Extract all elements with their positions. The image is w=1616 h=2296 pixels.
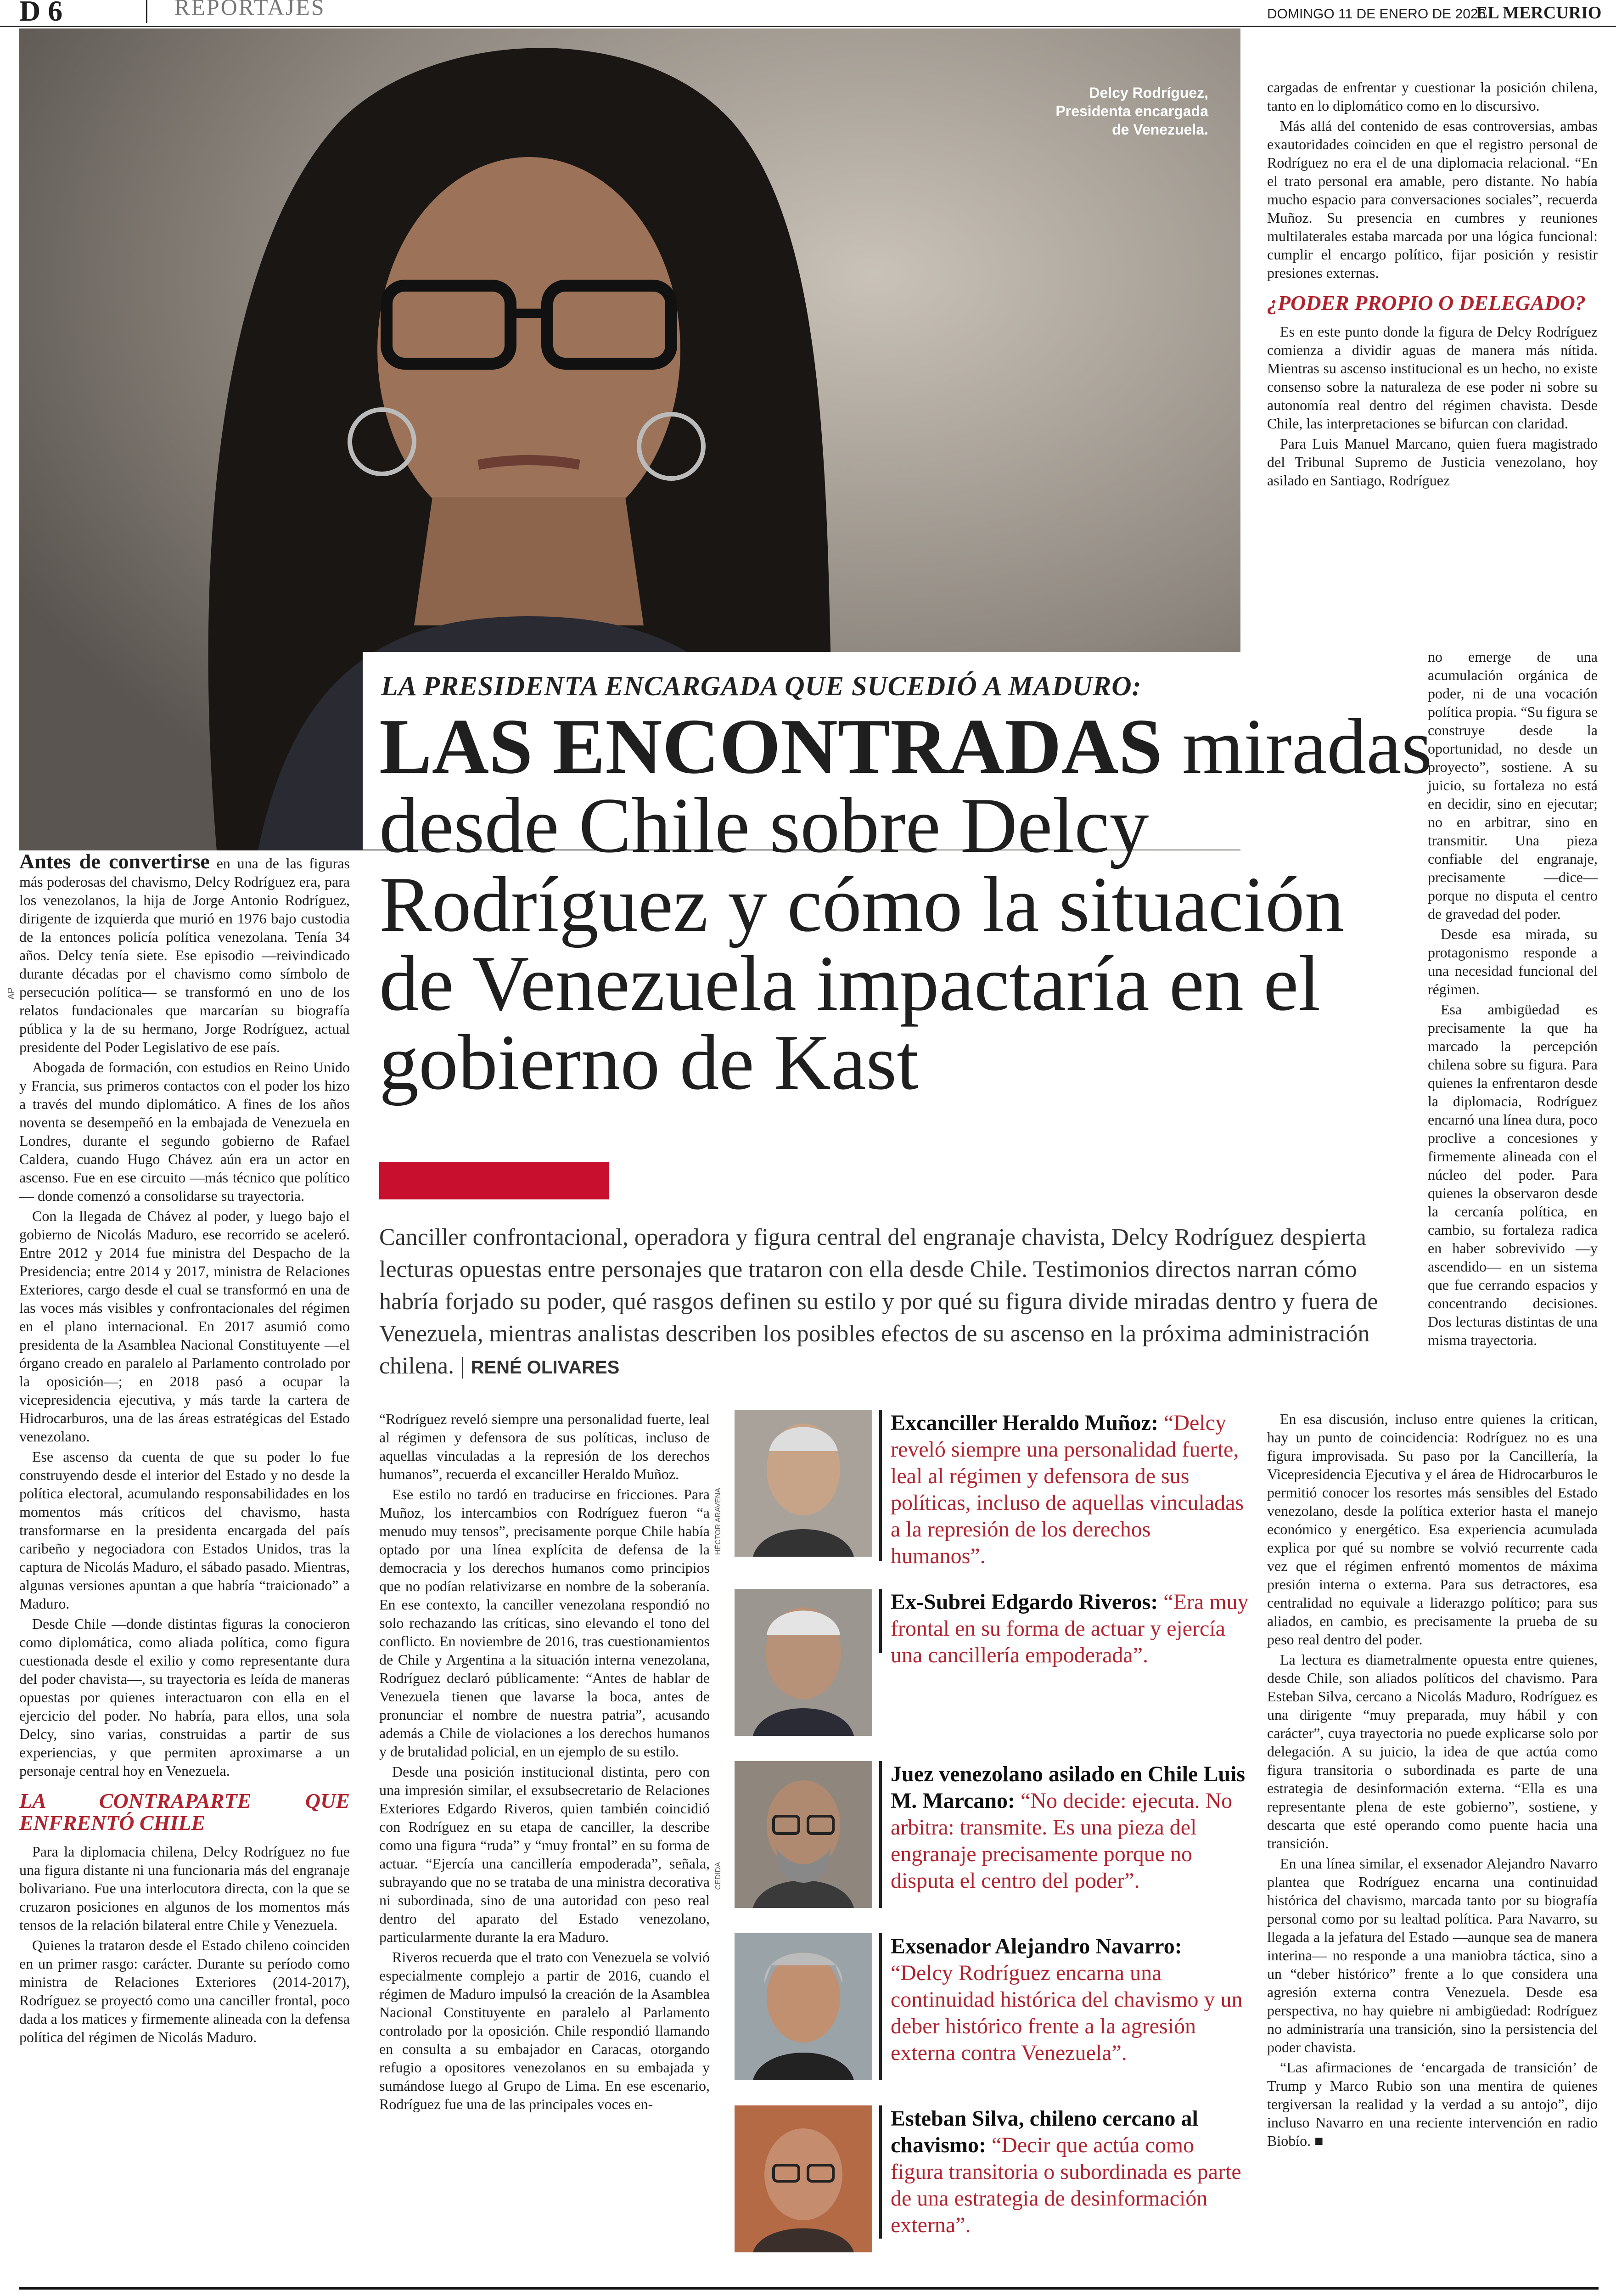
right-paragraph: La lectura es diametralmente opuesta entre quienes, desde Chile, son aliados políticos del chavismo. Para Esteban Silva, cercano a Nicolás Maduro, Rodríguez es una dirigente “muy preparada, muy hábil y con carácter”, cuya trayectoria no puede explicarse solo por delegación. A su juicio, la idea de que actúa como figura transitoria o subordinada es parte de una estrategia de desinformación externa. “Ella es una representante plena de este gobierno”, sostiene, y descarta que esté operando como puente hacia una transición. bbox=[1267, 1651, 1598, 1851]
middle-paragraph: Ese estilo no tardó en traducirse en fricciones. Para Muñoz, los intercambios con Rodríguez fueron “a menudo muy tensos”, precisamente porque Chile había optado por una línea explícita de defensa de la democracia y los derechos humanos como principios que no podían relativizarse en nombre de la soberanía. En ese contexto, la canciller venezolana respondió no solo rechazando las críticas, sino elevando el tono del conflicto. En noviembre de 2016, tras cuestionamientos de Chile y Argentina a la situación interna venezolana, Rodríguez declaró públicamente: “Antes de hablar de Venezuela tienen que lavarse la boca, antes de pronunciar el nombre de nuestra patria”, acusando además a Chile de violaciones a los derechos humanos y de brutalidad policial, en un ejemplo de su estilo. bbox=[379, 1486, 710, 1760]
right-column-top bbox=[1267, 78, 1598, 491]
left-paragraph: Con la llegada de Chávez al poder, y luego bajo el gobierno de Nicolás Maduro, ese recorrido se aceleró. Entre 2012 y 2014 fue ministra del Despacho de la Presidencia; entre 2014 y 2017, ministra de Relaciones Exteriores, cargo desde el cual se transformó en una de las voces más visibles y confrontacionales del régimen en el plano internacional. En 2017 asumió como presidenta de la Asamblea Nacional Constituyente —el órgano creado en paralelo al Parlamento controlado por la oposición—; en 2018 pasó a ocupar la vicepresidencia ejecutiva, y más tarde la cartera de Hidrocarburos, una de las áreas estratégicas del Estado venezolano. bbox=[19, 1208, 350, 1445]
quote-speaker: Excanciller Heraldo Muñoz: bbox=[891, 1411, 1159, 1435]
quote-text bbox=[891, 1761, 1249, 1894]
masthead: EL MERCURIO bbox=[1476, 3, 1602, 23]
quote-body: “Delcy reveló siempre una personalidad fuerte, leal al régimen y defensora de sus políticas, incluso de aquellas vinculadas a la represión de los derechos humanos”. bbox=[891, 1411, 1244, 1568]
left-paragraph: Abogada de formación, con estudios en Reino Unido y Francia, sus primeros contactos con el poder los hizo a través del mundo diplomático. A fines de los años noventa se desempeñó en la embajada de Venezuela en Londres, durante el segundo gobierno de Rafael Caldera, cuando Hugo Chávez aún era un actor en ascenso. Fue en ese circuito —más técnico que político— donde comenzó a consolidarse su trayectoria. bbox=[19, 1059, 350, 1204]
quote-box bbox=[735, 2105, 1253, 2262]
right-paragraph: cargadas de enfrentar y cuestionar la posición chilena, tanto en lo diplomático como en lo discursivo. bbox=[1267, 79, 1598, 114]
deck-text: Canciller confrontacional, operadora y figura central del engranaje chavista, Delcy Rodríguez despierta lecturas opuestas entre personajes que trataron con ella desde Chile. Testimonios directos narran cómo habría forjado su poder, qué rasgos definen su estilo y por qué su figura divide miradas dentro y fuera de Venezuela, mientras analistas describen los posibles efectos de su ascenso en la próxima administración chilena. bbox=[379, 1224, 1378, 1379]
left-paragraph: Quienes la trataron desde el Estado chileno coinciden en un primer rasgo: carácter. Durante su período como ministra de Relaciones Exteriores (2014-2017), Rodríguez se proyectó como una canciller frontal, poco dada a los matices y firmemente alineada con la defensa política del régimen de Nicolás Maduro. bbox=[19, 1937, 350, 2045]
photo-caption: Delcy Rodríguez, Presidenta encargada de Venezuela. bbox=[1055, 84, 1208, 138]
quote-box bbox=[714, 1761, 1253, 1917]
right-column-bottom bbox=[1267, 1410, 1598, 2152]
quote-body: “Delcy Rodríguez encarna una continuidad histórica del chavismo y un deber histórico frente a la agresión externa contra Venezuela”. bbox=[891, 1961, 1243, 2065]
quote-speaker: Esteban Silva, chileno cercano al chavismo: bbox=[891, 2106, 1198, 2157]
headline bbox=[379, 703, 1435, 1106]
quote-rule bbox=[879, 1410, 882, 1561]
right-paragraph: Más allá del contenido de esas controversias, ambas exautoridades coinciden en que el registro personal de Rodríguez no era el de una diplomacia relacional. “En el trato personal era amable, pero distante. No había mucho espacio para conversaciones sociales”, recuerda Muñoz. Su presencia en cumbres y reuniones multilaterales estaba marcada por una lógica funcional: cumplir el encargo político, fijar posición y resistir presiones externas. bbox=[1267, 118, 1598, 281]
quote-rule bbox=[879, 2105, 882, 2239]
byline: RENÉ OLIVARES bbox=[471, 1357, 620, 1378]
kicker: LA PRESIDENTA ENCARGADA QUE SUCEDIÓ A MADURO: bbox=[381, 671, 1142, 701]
quote-box bbox=[735, 1933, 1253, 2089]
right-paragraph: En esa discusión, incluso entre quienes la critican, hay un punto de coincidencia: Rodríguez no es una figura improvisada. Su paso por la Cancillería, la Vicepresidencia Ejecutiva y el área de Hidrocarburos le permitió conocer los resortes más sensibles del Estado venezolano, desde la política exterior hasta el manejo económico y energético. Esa experiencia acumulada explica por qué su nombre se volvió recurrente cada vez que el régimen enfrentó momentos de máxima presión interna o externa. Para sus detractores, esa centralidad no equivale a liderazgo político; para sus aliados, en cambio, es precisamente la prueba de su peso real dentro del poder. bbox=[1267, 1411, 1598, 1648]
left-column bbox=[19, 852, 350, 2048]
headline-bold: LAS ENCONTRADAS bbox=[379, 703, 1162, 790]
left-paragraph: Ese ascenso da cuenta de que su poder lo fue construyendo desde el interior del Estado y no desde la política electoral, acumulando responsabilidades en los momentos más críticos del chavismo, hasta transformarse en la presidenta encargada del país caribeño y negociadora con Estados Unidos, tras la captura de Nicolás Maduro, el sábado pasado. Mientras, algunas versiones apuntan a que habría “traicionado” a Maduro. bbox=[19, 1448, 350, 1612]
portrait-photo bbox=[735, 1933, 872, 2080]
quote-text bbox=[891, 1589, 1249, 1669]
accent-bar bbox=[379, 1162, 609, 1199]
quote-rule bbox=[879, 1761, 882, 1908]
quote-box bbox=[714, 1410, 1253, 1584]
deck: Canciller confrontacional, operadora y figura central del engranaje chavista, Delcy Rodríguez despierta lecturas opuestas entre personajes que trataron con ella desde Chile. Testimonios directos narran cómo habría forjado su poder, qué rasgos definen su estilo y por qué su figura divide miradas dentro y fuera de Venezuela, mientras analistas describen los posibles efectos de su ascenso en la próxima administración chilena. | RENÉ OLIVARES bbox=[379, 1224, 1378, 1379]
bottom-rule bbox=[19, 2287, 1599, 2290]
quote-body: “No decide: ejecuta. No arbitra: transmite. Es una pieza del engranaje precisamente porque no disputa el centro del poder”. bbox=[891, 1789, 1233, 1893]
left-paragraph: Desde Chile —donde distintas figuras la conocieron como diplomática, como aliada política, como figura cuestionada desde el exilio y como representante dura del poder chavista—, su trayectoria es leída de maneras opuestas por quienes interactuaron con ella en el ejercicio del poder. No habría, para ellos, una sola Delcy, sino varias, construidas a partir de sus experiencias, y que permiten aproximarse a un personaje central hoy en Venezuela. bbox=[19, 1615, 350, 1779]
middle-paragraph: “Rodríguez reveló siempre una personalidad fuerte, leal al régimen y defensora de sus políticas, incluso de aquellas vinculadas a la represión de los derechos humanos”, recuerda el excanciller Heraldo Muñoz. bbox=[379, 1411, 710, 1482]
right-paragraph: Esa ambigüedad es precisamente la que ha marcado la percepción chilena sobre su figura. Para quienes la enfrentaron desde la diplomacia, Rodríguez encarnó una línea dura, poco proclive a concesiones y firmemente alineada con el núcleo del poder. Para quienes la observaron desde la cercanía política, en cambio, su fortaleza radica en haber sobrevivido —y ascendido— en un sistema que fue cerrando espacios y concentrando decisiones. Dos lecturas distintas de una misma trayectoria. bbox=[1428, 1001, 1598, 1348]
page-number: D 6 bbox=[19, 0, 63, 27]
quote-speaker: Exsenador Alejandro Navarro: bbox=[891, 1934, 1182, 1958]
middle-column bbox=[379, 1410, 710, 2115]
right-paragraph: no emerge de una acumulación orgánica de poder, ni de una vocación política propia. “Su figura se construye desde la oportunidad, no desde un proyecto”, sostiene. A su juicio, su fortaleza no está en decidir, sino en ejecutar; no en arbitrar, sino en transmitir. Una pieza confiable del engranaje, precisamente —dice— porque no disputa el centro de gravedad del poder. bbox=[1428, 648, 1598, 922]
subhead: LA CONTRAPARTE QUE ENFRENTÓ CHILE bbox=[19, 1789, 350, 1835]
portrait-photo bbox=[735, 1589, 872, 1736]
left-paragraph: Para la diplomacia chilena, Delcy Rodríguez no fue una figura distante ni una funcionaria más del engranaje bolivariano. Fue una interlocutora directa, con la que se cruzaron posiciones en algunos de los momentos más tensos de la relación bilateral entre Chile y Venezuela. bbox=[19, 1843, 350, 1933]
right-paragraph: “Las afirmaciones de ‘encargada de transición’ de Trump y Marco Rubio son una mentira de quienes tergiversan la realidad y la verdad a su antojo”, dijo incluso Navarro en una reciente intervención en radio Biobío. ■ bbox=[1267, 2059, 1598, 2149]
right-paragraph: Es en este punto donde la figura de Delcy Rodríguez comienza a dividir aguas de manera más nítida. Mientras su ascenso institucional es un hecho, no existe consenso sobre la naturaleza de ese poder ni sobre su autonomía real dentro del régimen chavista. Desde Chile, las interpretaciones se bifurcan con claridad. bbox=[1267, 323, 1598, 432]
headline-rest: miradas desde Chile sobre Delcy Rodríguez y cómo la situación de Venezuela impactaría en el gobierno de Kast bbox=[379, 703, 1432, 1106]
right-paragraph: En una línea similar, el exsenador Alejandro Navarro plantea que Rodríguez encarna una continuidad histórica del chavismo, marcada tanto por su biografía personal como por su lealtad política. Para Navarro, su llegada a la jefatura del Estado —aunque sea de manera interina— no responde a una maniobra táctica, sino a un “deber histórico” frente a lo que considera una agresión externa contra Venezuela. Desde esa perspectiva, no hay quiebre ni ambigüedad: Rodríguez no administraría una transición, sino la persistencia del poder chavista. bbox=[1267, 1855, 1598, 2055]
middle-paragraph: Desde una posición institucional distinta, pero con una impresión similar, el exsubsecretario de Relaciones Exteriores Edgardo Riveros, quien también coincidió con Rodríguez en su etapa de canciller, la describe como una figura “ruda” y “muy frontal” en su forma de actuar. “Ejercía una cancillería empoderada”, señala, subrayando que no se trataba de una ministra decorativa ni subordinada, sino de una autoridad con peso real dentro del aparato del Estado venezolano, particularmente durante la era Maduro. bbox=[379, 1763, 710, 1945]
section-label: REPORTAJES bbox=[174, 0, 325, 20]
right-column-narrow bbox=[1428, 647, 1598, 1351]
issue-date: DOMINGO 11 DE ENERO DE 2026 bbox=[1267, 6, 1486, 22]
photo-credit: CEDIDA bbox=[714, 1862, 722, 1890]
quote-rule bbox=[879, 1933, 882, 2080]
middle-paragraph: Riveros recuerda que el trato con Venezuela se volvió especialmente complejo a partir de 2016, cuando el régimen de Maduro impulsó la creación de la Asamblea Nacional Constituyente en paralelo al Parlamento controlado por la oposición. Chile respondió llamando en consulta a su embajador en Caracas, otorgando refugio a opositores venezolanos en su embajada y sumándose luego al Grupo de Lima. En ese escenario, Rodríguez fue una de las principales voces en- bbox=[379, 1949, 710, 2112]
quote-rule bbox=[879, 1589, 882, 1653]
right-paragraph: Para Luis Manuel Marcano, quien fuera magistrado del Tribunal Supremo de Justicia venezolano, hoy asilado en Santiago, Rodríguez bbox=[1267, 435, 1598, 489]
quote-speaker: Ex-Subrei Edgardo Riveros: bbox=[891, 1590, 1158, 1614]
photo-credit: HÉCTOR ARAVENA bbox=[714, 1488, 722, 1555]
quote-body: “Era muy frontal en su forma de actuar y ejercía una cancillería empoderada”. bbox=[891, 1590, 1249, 1667]
portrait-photo bbox=[735, 2105, 872, 2252]
quote-body: “Decir que actúa como figura transitoria o subordinada es parte de una estrategia de desinformación externa”. bbox=[891, 2133, 1241, 2237]
page-header bbox=[0, 0, 1616, 27]
left-paragraph: en una de las figuras más poderosas del chavismo, Delcy Rodríguez era, para los venezolanos, la hija de Jorge Antonio Rodríguez, dirigente de izquierda que murió en 1976 bajo custodia de la entonces policía política venezolana. Tenía 34 años. Delcy tenía siete. Ese episodio —reivindicado durante décadas por el chavismo como símbolo de persecución política— se transformó en uno de los relatos fundacionales que marcarían su biografía pública y la de su hermano, Jorge Rodríguez, actual presidente del Poder Legislativo de ese país. bbox=[19, 855, 350, 1055]
quote-text bbox=[891, 1933, 1249, 2066]
lead-words: Antes de convertirse bbox=[19, 850, 210, 873]
header-divider bbox=[146, 0, 147, 23]
quote-box bbox=[735, 1589, 1253, 1754]
photo-credit: AP bbox=[6, 987, 17, 1000]
portrait-photo bbox=[735, 1761, 872, 1908]
quote-speaker: Juez venezolano asilado en Chile Luis M. Marcano: bbox=[891, 1762, 1246, 1813]
quote-text bbox=[891, 1410, 1249, 1570]
subhead: ¿PODER PROPIO O DELEGADO? bbox=[1267, 291, 1586, 315]
right-paragraph: Desde esa mirada, su protagonismo responde a una necesidad funcional del régimen. bbox=[1428, 926, 1598, 997]
portrait-photo bbox=[735, 1410, 872, 1557]
quote-text bbox=[891, 2105, 1249, 2239]
